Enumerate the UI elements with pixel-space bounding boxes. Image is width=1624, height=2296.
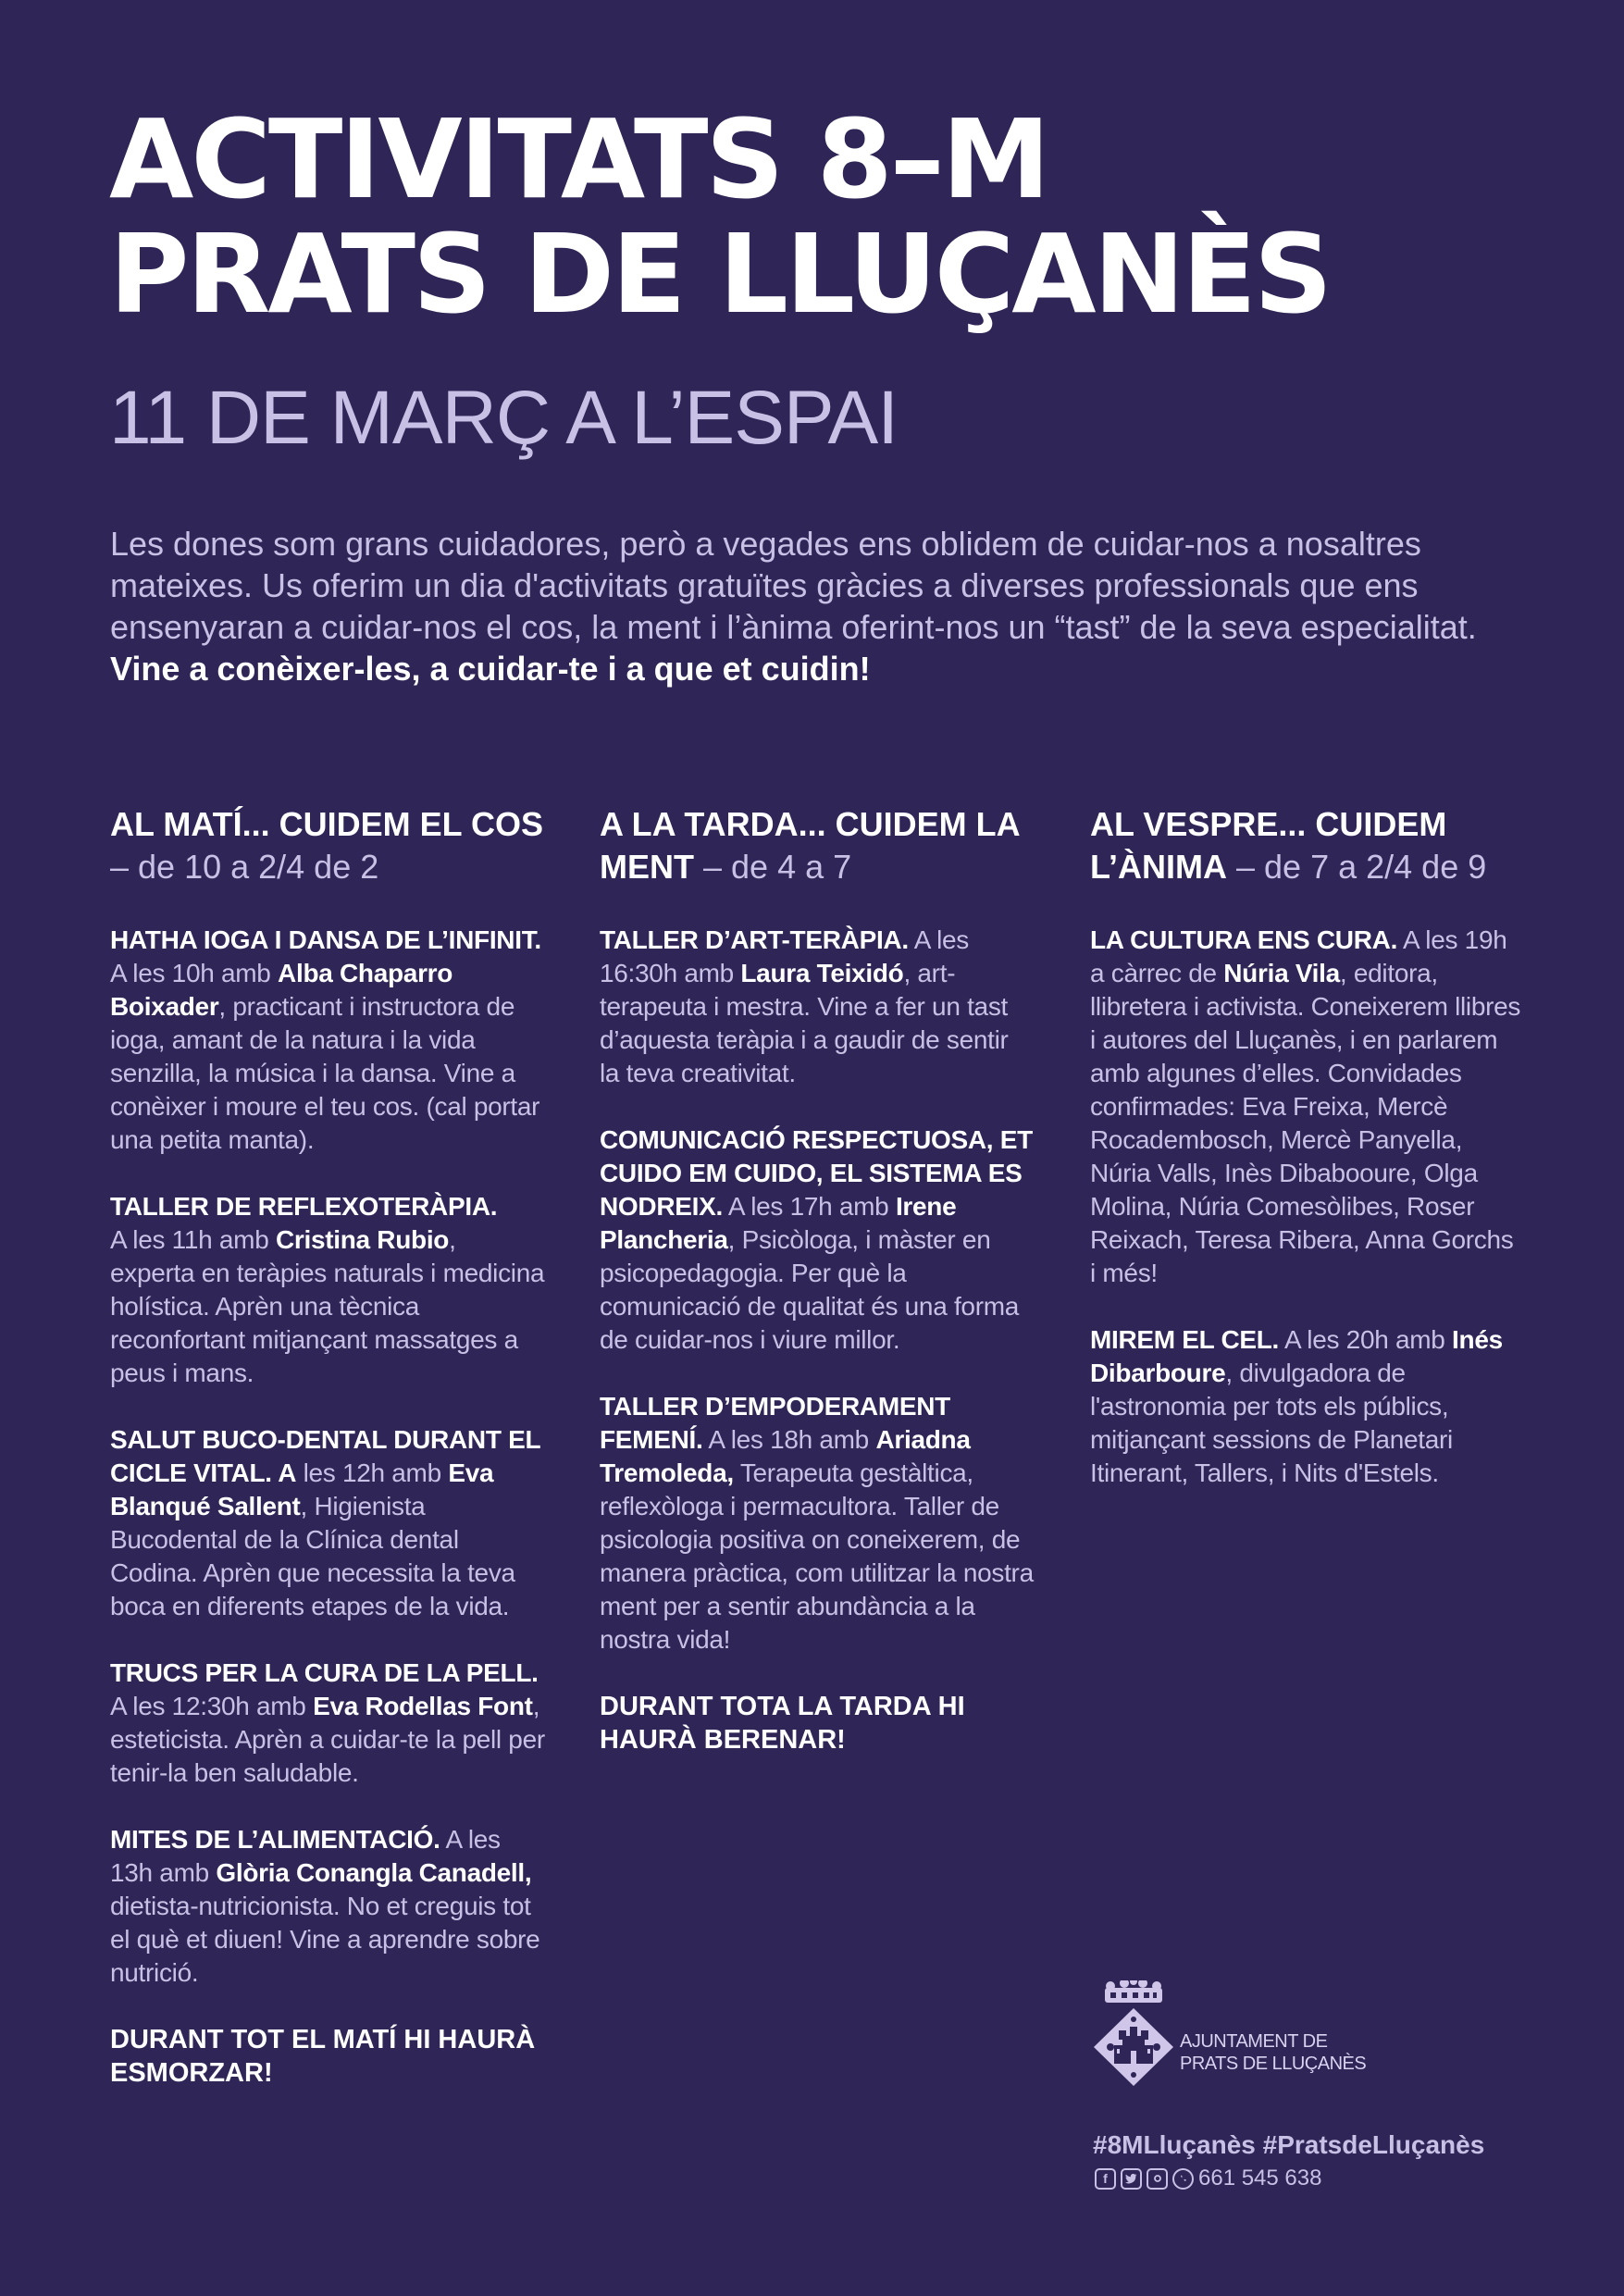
activity-description: dietista-nutricionista. No et creguis tot el què et diuen! Vine a aprendre sobre nutrició. [110, 1892, 540, 1987]
facebook-icon: f [1095, 2168, 1116, 2190]
activity-description: , experta en teràpies naturals i medicina holística. Aprèn una tècnica reconfortant mitjançant massatges a peus i mans. [110, 1225, 545, 1387]
activity-item [110, 924, 545, 1157]
activity-item [110, 1823, 545, 1990]
intro-highlight: Vine a conèixer-les, a cuidar-te i a que et cuidin! [110, 650, 871, 688]
activity-title: COMUNICACIÓ RESPECTUOSA, ET CUIDO EM CUIDO, EL SISTEMA ES NODREIX. [600, 1125, 1033, 1221]
activity-person: Ariadna Tremoleda, [600, 1425, 971, 1487]
activity-person: Alba Chaparro Boixader [110, 959, 453, 1021]
activity-item [110, 1423, 545, 1623]
intro-text: Les dones som grans cuidadores, però a vegades ens oblidem de cuidar-nos a nosaltres mateixes. Us oferim un dia d'activitats gratuïtes gràcies a diverses professionals que ens ensenyaran a cuidar-nos el cos, la ment i l’ànima oferint-nos un “tast” de la seva especialitat. [110, 525, 1477, 646]
hashtags: #8MLluçanès #PratsdeLluçanès [1093, 2130, 1485, 2159]
activity-person: Núria Vila [1223, 959, 1340, 987]
activity-time: A les 11h amb [110, 1225, 269, 1254]
activity-time: A les 10h amb [110, 959, 271, 987]
logo-line-1: AJUNTAMENT DE [1180, 2031, 1328, 2052]
activity-title: LA CULTURA ENS CURA. [1090, 925, 1398, 954]
activity-time: A les 16:30h amb [600, 925, 969, 987]
column-afternoon [600, 803, 1035, 1756]
activity-item [1090, 1323, 1525, 1490]
snack-note: DURANT TOTA LA TARDA HI HAURÀ BERENAR! [600, 1692, 965, 1755]
activity-person: Cristina Rubio [275, 1225, 450, 1254]
twitter-icon [1121, 2168, 1142, 2190]
column-heading-time: – de 7 a 2/4 de 9 [1236, 848, 1487, 886]
activity-person: Laura Teixidó [740, 959, 904, 987]
activity-item [110, 1657, 545, 1790]
logo-line-2: PRATS DE LLUÇANÈS [1180, 2054, 1367, 2074]
activity-description: , divulgadora de l'astronomia per tots els públics, mitjançant sessions de Planetari Itinerant, Tallers, i Nits d'Estels. [1090, 1359, 1453, 1487]
column-morning [110, 803, 545, 2090]
activity-title: MIREM EL CEL. [1090, 1325, 1280, 1354]
activity-time: A les 13h amb [110, 1825, 501, 1887]
activity-person: Glòria Conangla Canadell, [216, 1858, 532, 1887]
activity-description: Terapeuta gestàltica, reflexòloga i permacultora. Taller de psicologia positiva on coneixerem, de manera pràctica, com utilitzar la nostra ment per a sentir abundància a la nostra vida! [600, 1458, 1034, 1654]
activity-title: HATHA IOGA I DANSA DE L’INFINIT. [110, 925, 541, 954]
column-heading-time: – de 4 a 7 [703, 848, 852, 886]
contact-row [1095, 2166, 1321, 2191]
activity-person: Inés Dibarboure [1090, 1325, 1503, 1387]
whatsapp-icon [1172, 2168, 1194, 2190]
activity-time: A les 19h a càrrec de [1090, 925, 1507, 987]
activity-description: , art-terapeuta i mestra. Vine a fer un tast d’aquesta teràpia i a gaudir de sentir la teva creativitat. [600, 959, 1009, 1087]
title-line-1: ACTIVITATS 8–M [109, 95, 1048, 223]
column-heading-time: – de 10 a 2/4 de 2 [110, 848, 379, 886]
column-heading-title: AL VESPRE... CUIDEM L’ÀNIMA [1090, 805, 1447, 886]
activity-description: , Psicòloga, i màster en psicopedagogia. Per què la comunicació de qualitat és una forma de cuidar-nos i viure millor. [600, 1225, 1020, 1354]
activity-description: , practicant i instructora de ioga, amant de la natura i la vida senzilla, la música i la dansa. Vine a conèixer i moure el teu cos. (cal portar una petita manta). [110, 992, 540, 1154]
activity-time: les 12h amb [303, 1458, 441, 1487]
activity-title: TALLER D’EMPODERAMENT FEMENÍ. [600, 1392, 950, 1454]
activity-time: A les 17h amb [727, 1192, 889, 1221]
page-title [109, 95, 1330, 338]
activity-title: TALLER D’ART-TERÀPIA. [600, 925, 909, 954]
column-evening [1090, 803, 1525, 1523]
activity-title: TALLER DE REFLEXOTERÀPIA. [110, 1192, 498, 1221]
activity-description: , esteticista. Aprèn a cuidar-te la pell per tenir-la ben saludable. [110, 1692, 545, 1787]
activity-title: TRUCS PER LA CURA DE LA PELL. [110, 1658, 539, 1687]
activity-item [600, 924, 1035, 1090]
activity-person: Irene Plancheria [600, 1192, 957, 1254]
activity-item [600, 1123, 1035, 1357]
column-heading [1090, 803, 1525, 888]
instagram-icon [1147, 2168, 1168, 2190]
column-heading [110, 803, 545, 888]
activity-item [1090, 924, 1525, 1290]
activity-item [600, 1390, 1035, 1657]
event-date-subtitle: 11 DE MARÇ A L’ESPAI [109, 376, 899, 460]
phone-number: 661 545 638 [1198, 2166, 1322, 2191]
activity-title: MITES DE L’ALIMENTACIÓ. [110, 1825, 440, 1854]
activity-time: A les 18h amb [708, 1425, 869, 1454]
activity-description: , editora, llibretera i activista. Coneixerem llibres i autores del Lluçanès, i en parlarem amb algunes d’elles. Convidades confirmades: Eva Freixa, Mercè Rocadembosch, Mercè Panyella, Núria Valls, Inès Dibabooure, Olga Molina, Núria Comesòlibes, Roser Reixach, Teresa Ribera, Anna Gorchs i més! [1090, 959, 1521, 1287]
title-line-2: PRATS DE LLUÇANÈS [109, 210, 1330, 338]
breakfast-note: DURANT TOT EL MATÍ HI HAURÀ ESMORZAR! [110, 2025, 536, 2088]
activity-time: A les 12:30h amb [110, 1692, 306, 1720]
activity-person: Eva Rodellas Font [313, 1692, 533, 1720]
column-heading [600, 803, 1035, 888]
coat-of-arms-icon [1092, 1980, 1175, 2101]
intro-paragraph [110, 523, 1480, 689]
activity-person: Eva Blanqué Sallent [110, 1458, 494, 1520]
logo-text [1180, 2030, 1366, 2075]
activity-title: SALUT BUCO-DENTAL DURANT EL CICLE VITAL. A [110, 1425, 540, 1487]
column-heading-title: AL MATÍ... CUIDEM EL COS [110, 805, 544, 843]
activity-time: A les 20h amb [1283, 1325, 1445, 1354]
activity-description: , Higienista Bucodental de la Clínica dental Codina. Aprèn que necessita la teva boca en diferents etapes de la vida. [110, 1492, 515, 1620]
town-hall-logo [1092, 1980, 1367, 2101]
column-heading-title: A LA TARDA... CUIDEM LA MENT [600, 805, 1020, 886]
activity-item [110, 1190, 545, 1390]
